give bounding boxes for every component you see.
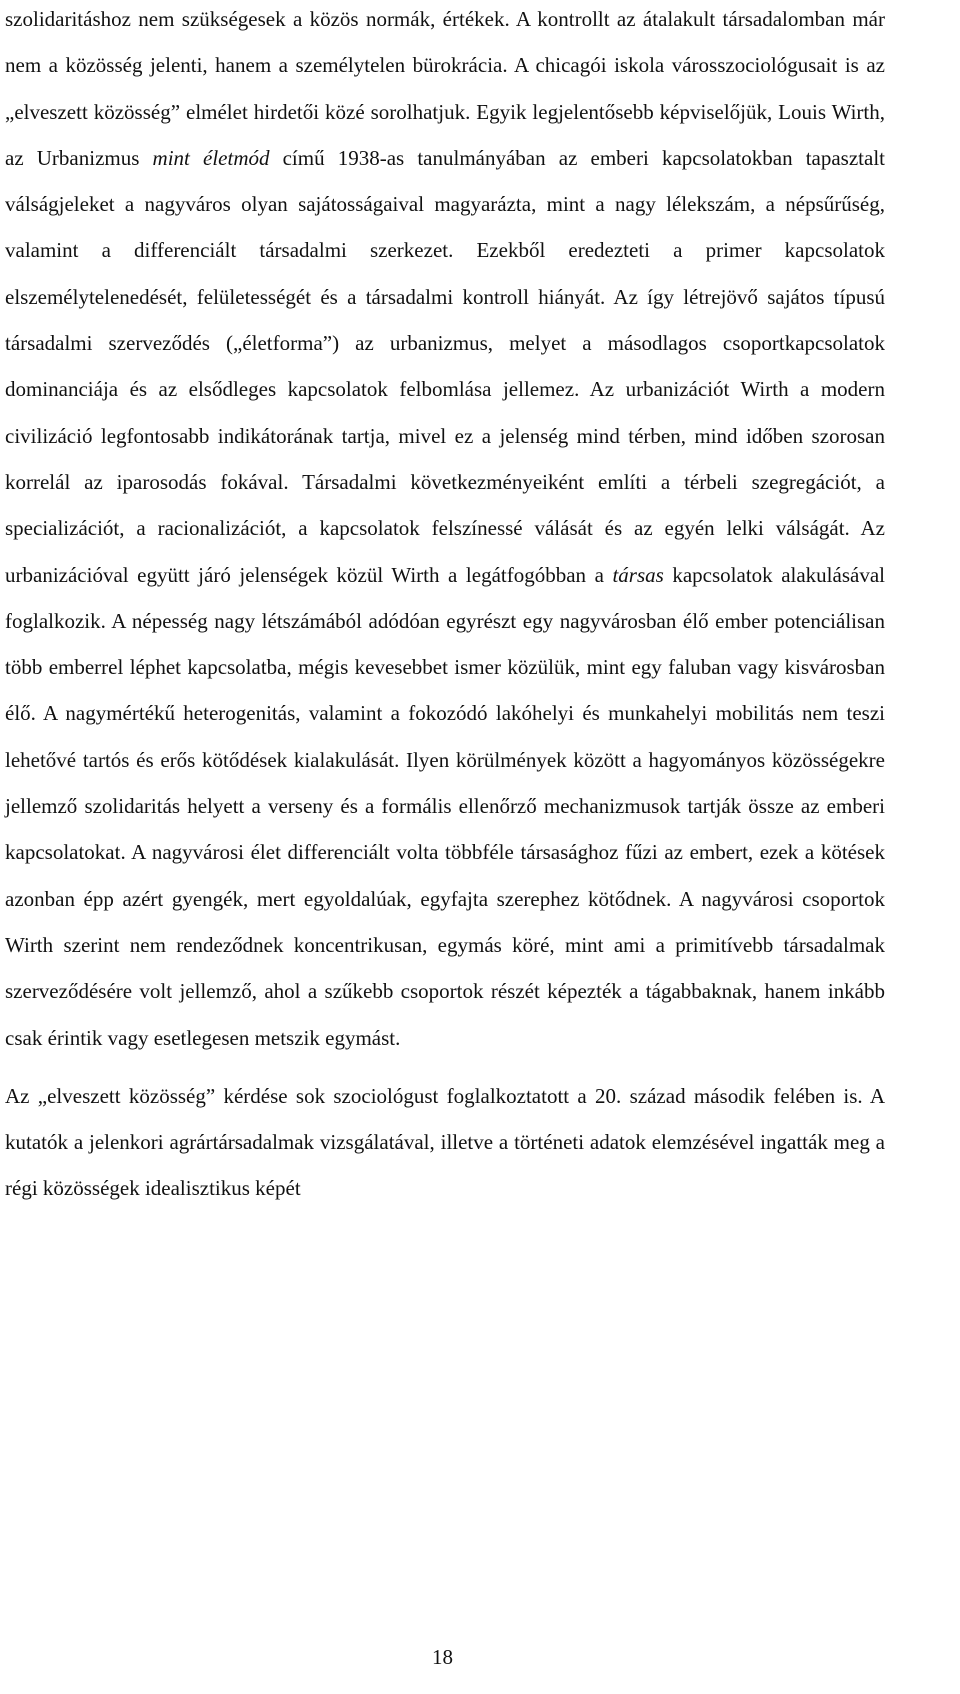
- paragraph-1-part-2: című 1938-as tanulmányában az emberi kapcsolatokban tapasztalt válságjeleket a nagyváros olyan sajátosságaival magyarázta, mint a nagy lélekszám, a népsűrűség, valamint a differenciált társadalmi szerkezet. Ezekből eredezteti a primer kapcsolatok elszemélytelenedését, felületességét és a társadalmi kontroll hiányát. Az így létrejövő sajátos típusú társadalmi szerveződés („életforma”) az urbanizmus, melyet a másodlagos csoportkapcsolatok dominanciája és az elsődleges kapcsolatok felbomlása jellemez. Az urbanizációt Wirth a modern civilizáció legfontosabb indikátorának tartja, mivel ez a jelenség mind térben, mind időben szorosan korrelál az iparosodás fokával. Társadalmi következményeiként említi a térbeli szegregációt, a specializációt, a racionalizációt, a kapcsolatok felszínessé válását és az egyén lelki válságát. Az urbanizációval együtt járó jelenségek közül Wirth a legátfogóbban a: [5, 145, 885, 587]
- paragraph-1-part-1: szolidaritáshoz nem szükségesek a közös normák, értékek. A kontrollt az átalakult társadalomban már nem a közösség jelenti, hanem a személytelen bürokrácia. A chicagói iskola városszociológusait is az „elveszett közösség” elmélet hirdetői közé sorolhatjuk. Egyik legjelentősebb képviselőjük, Louis Wirth, az Urbanizmus: [5, 7, 885, 170]
- paragraph-1: [5, 0, 885, 1061]
- italic-title-mint-eletmod: mint életmód: [152, 145, 270, 170]
- paragraph-2: Az „elveszett közösség” kérdése sok szociológust foglalkoztatott a 20. század második felében is. A kutatók a jelenkori agrártársadalmak vizsgálatával, illetve a történeti adatok elemzésével ingatták meg a régi közösségek idealisztikus képét: [5, 1083, 885, 1201]
- paragraph-1-part-3: kapcsolatok alakulásával foglalkozik. A népesség nagy létszámából adódóan egyrészt egy nagyvárosban élő ember potenciálisan több emberrel léphet kapcsolatba, mégis kevesebbet ismer közülük, mint egy faluban vagy kisvárosban élő. A nagymértékű heterogenitás, valamint a fokozódó lakóhelyi és munkahelyi mobilitás nem teszi lehetővé tartós és erős kötődések kialakulását. Ilyen körülmények között a hagyományos közösségekre jellemző szolidaritás helyett a verseny és a formális ellenőrző mechanizmusok tartják össze az emberi kapcsolatokat. A nagyvárosi élet differenciált volta többféle társasághoz fűzi az embert, ezek a kötések azonban épp azért gyengék, mert egyoldalúak, egyfajta szerephez kötődnek. A nagyvárosi csoportok Wirth szerint nem rendeződnek koncentrikusan, egymás köré, mint ami a primitívebb társadalmak szerveződésére volt jellemző, ahol a szűkebb csoportok részét képezték a tágabbaknak, hanem inkább csak érintik vagy esetlegesen metszik egymást.: [5, 562, 885, 1050]
- body-text: [5, 0, 885, 1212]
- italic-word-tarsas: társas: [612, 562, 664, 587]
- page-number: 18: [432, 1645, 453, 1669]
